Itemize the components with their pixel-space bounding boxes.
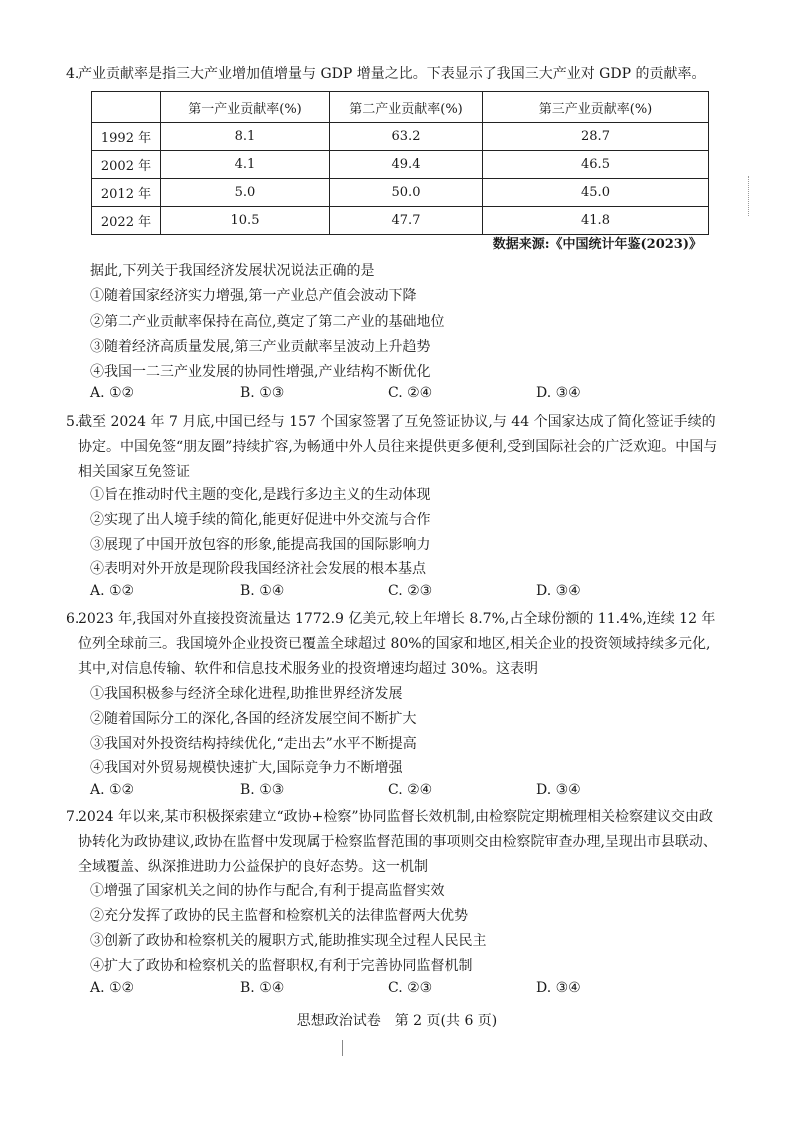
q4-prompt: 据此,下列关于我国经济发展状况说法正确的是: [90, 263, 375, 279]
q5-stem: [66, 410, 718, 485]
scan-mark: [748, 176, 751, 216]
table-cell: 49.4: [330, 151, 483, 179]
q4-stem: [66, 62, 718, 87]
scan-mark: [342, 1040, 345, 1056]
q7-stem-text: 2024 年以来,某市积极探索建立“政协+检察”协同监督长效机制,由检察院定期梳理相关检察建议交由政协转化为政协建议,政协在监督中发现属于检察监督范围的事项则交由检察院审查办理,呈现出市县联动、全域覆盖、纵深推进助力公益保护的良好态势。这一机制: [78, 809, 717, 875]
table-row: [92, 151, 709, 179]
q6-options: [90, 782, 710, 802]
page-footer: 思想政治试卷 第 2 页(共 6 页): [296, 1013, 498, 1029]
option-a[interactable]: A. ①②: [90, 782, 135, 798]
table-cell: 41.8: [483, 207, 709, 235]
q6-item-3: ③我国对外投资结构持续优化,“走出去”水平不断提高: [90, 736, 417, 752]
q5-item-2: ②实现了出人境手续的简化,能更好促进中外交流与合作: [90, 512, 431, 528]
q7-options: [90, 980, 710, 1000]
q7-item-2: ②充分发挥了政协的民主监督和检察机关的法律监督两大优势: [90, 908, 468, 924]
q7-item-3: ③创新了政协和检察机关的履职方式,能助推实现全过程人民民主: [90, 933, 487, 949]
table-cell: 10.5: [161, 207, 330, 235]
table-cell: 46.5: [483, 151, 709, 179]
table-header-cell: 第一产业贡献率(%): [161, 92, 330, 123]
gdp-contribution-table: [91, 91, 709, 235]
table-cell: 45.0: [483, 179, 709, 207]
option-c[interactable]: C. ②④: [388, 385, 433, 401]
q6-stem: [66, 607, 718, 682]
table-header-cell: [92, 92, 161, 123]
table-cell: 5.0: [161, 179, 330, 207]
table-row: [92, 179, 709, 207]
q7-number: 7.: [66, 809, 80, 825]
q5-item-3: ③展现了中国开放包容的形象,能提高我国的国际影响力: [90, 537, 431, 553]
option-b[interactable]: B. ①④: [240, 583, 285, 599]
table-cell: 8.1: [161, 123, 330, 151]
q4-item-4: ④我国一二三产业发展的协同性增强,产业结构不断优化: [90, 364, 431, 380]
table-cell-year: 2002 年: [92, 151, 161, 179]
q4-number: 4.: [66, 66, 80, 82]
q6-number: 6.: [66, 611, 80, 627]
q5-item-4: ④表明对外开放是现阶段我国经济社会发展的根本基点: [90, 561, 426, 577]
q7-item-4: ④扩大了政协和检察机关的监督职权,有利于完善协同监督机制: [90, 958, 473, 974]
table-cell: 47.7: [330, 207, 483, 235]
table-cell-year: 1992 年: [92, 123, 161, 151]
q5-options: [90, 583, 710, 603]
q5-stem-text: 截至 2024 年 7 月底,中国已经与 157 个国家签署了互免签证协议,与 44 个国家达成了简化签证手续的协定。中国免签“朋友圈”持续扩容,为畅通中外人员往来提供更多便利,受到国际社会的广泛欢迎。中国与相关国家互免签证: [78, 414, 718, 480]
table-header-row: [92, 92, 709, 123]
q4-item-3: ③随着经济高质量发展,第三产业贡献率呈波动上升趋势: [90, 339, 431, 355]
option-c[interactable]: C. ②③: [388, 980, 433, 996]
q4-options: [90, 385, 710, 405]
data-source: 数据来源:《中国统计年鉴(2023)》: [492, 237, 702, 252]
table-cell-year: 2012 年: [92, 179, 161, 207]
option-a[interactable]: A. ①②: [90, 385, 135, 401]
q4-item-1: ①随着国家经济实力增强,第一产业总产值会波动下降: [90, 288, 417, 304]
table-cell: 4.1: [161, 151, 330, 179]
q7-stem: [66, 805, 718, 880]
option-a[interactable]: A. ①②: [90, 980, 135, 996]
option-d[interactable]: D. ③④: [536, 980, 581, 996]
option-d[interactable]: D. ③④: [536, 782, 581, 798]
q6-item-4: ④我国对外贸易规模快速扩大,国际竞争力不断增强: [90, 760, 403, 776]
option-b[interactable]: B. ①③: [240, 782, 285, 798]
q4-stem-text: 产业贡献率是指三大产业增加值增量与 GDP 增量之比。下表显示了我国三大产业对 GDP 的贡献率。: [78, 66, 706, 82]
q7-item-1: ①增强了国家机关之间的协作与配合,有利于提高监督实效: [90, 883, 445, 899]
table-cell-year: 2022 年: [92, 207, 161, 235]
option-b[interactable]: B. ①④: [240, 980, 285, 996]
option-b[interactable]: B. ①③: [240, 385, 285, 401]
q6-stem-text: 2023 年,我国对外直接投资流量达 1772.9 亿美元,较上年增长 8.7%,占全球份额的 11.4%,连续 12 年位列全球前三。我国境外企业投资已覆盖全球超过 80%的国家和地区,相关企业的投资领域持续多元化,其中,对信息传输、软件和信息技术服务业的投资增速均超过 30%。这表明: [78, 611, 716, 677]
q6-item-1: ①我国积极参与经济全球化进程,助推世界经济发展: [90, 686, 403, 702]
table-header-cell: 第二产业贡献率(%): [330, 92, 483, 123]
q5-number: 5.: [66, 414, 80, 430]
option-c[interactable]: C. ②③: [388, 583, 433, 599]
q6-item-2: ②随着国际分工的深化,各国的经济发展空间不断扩大: [90, 711, 417, 727]
option-d[interactable]: D. ③④: [536, 583, 581, 599]
option-d[interactable]: D. ③④: [536, 385, 581, 401]
table-row: [92, 207, 709, 235]
q4-item-2: ②第二产业贡献率保持在高位,奠定了第二产业的基础地位: [90, 314, 445, 330]
table-cell: 63.2: [330, 123, 483, 151]
q5-item-1: ①旨在推动时代主题的变化,是践行多边主义的生动体现: [90, 487, 431, 503]
option-c[interactable]: C. ②④: [388, 782, 433, 798]
table-row: [92, 123, 709, 151]
option-a[interactable]: A. ①②: [90, 583, 135, 599]
table-header-cell: 第三产业贡献率(%): [483, 92, 709, 123]
table-cell: 28.7: [483, 123, 709, 151]
table-cell: 50.0: [330, 179, 483, 207]
